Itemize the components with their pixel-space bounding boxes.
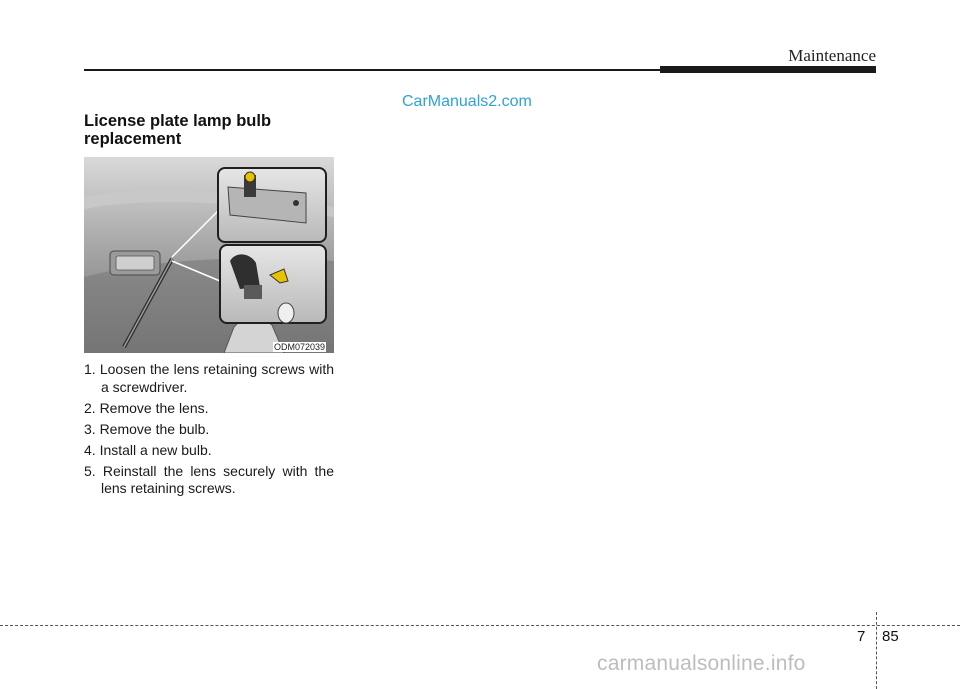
- header-rule-thin: [84, 69, 660, 71]
- step-1: 1. Loosen the lens retaining screws with a screwdriver.: [84, 361, 334, 395]
- step-4: 4. Install a new bulb.: [84, 441, 212, 458]
- instruction-steps: [84, 361, 334, 501]
- page-title: License plate lamp bulb replacement: [84, 112, 272, 148]
- license-plate-lamp-illustration: [84, 157, 334, 353]
- step-5: 5. Reinstall the lens securely with the lens retaining screws.: [84, 462, 334, 496]
- watermark-top: CarManuals2.com: [402, 93, 532, 110]
- license-plate-lamp-drawing: [84, 157, 334, 353]
- step-3: 3. Remove the bulb.: [84, 420, 210, 437]
- chapter-number: 7: [857, 628, 866, 645]
- figure-code: ODM072039: [274, 342, 326, 352]
- section-header-title: Maintenance: [788, 46, 876, 65]
- watermark-bottom: carmanualsonline.info: [597, 652, 806, 675]
- page-number-divider: [876, 612, 877, 689]
- header-rule-thick: [660, 66, 876, 73]
- step-2: 2. Remove the lens.: [84, 399, 209, 416]
- footer-rule: [0, 625, 960, 626]
- page-number: 85: [882, 628, 899, 645]
